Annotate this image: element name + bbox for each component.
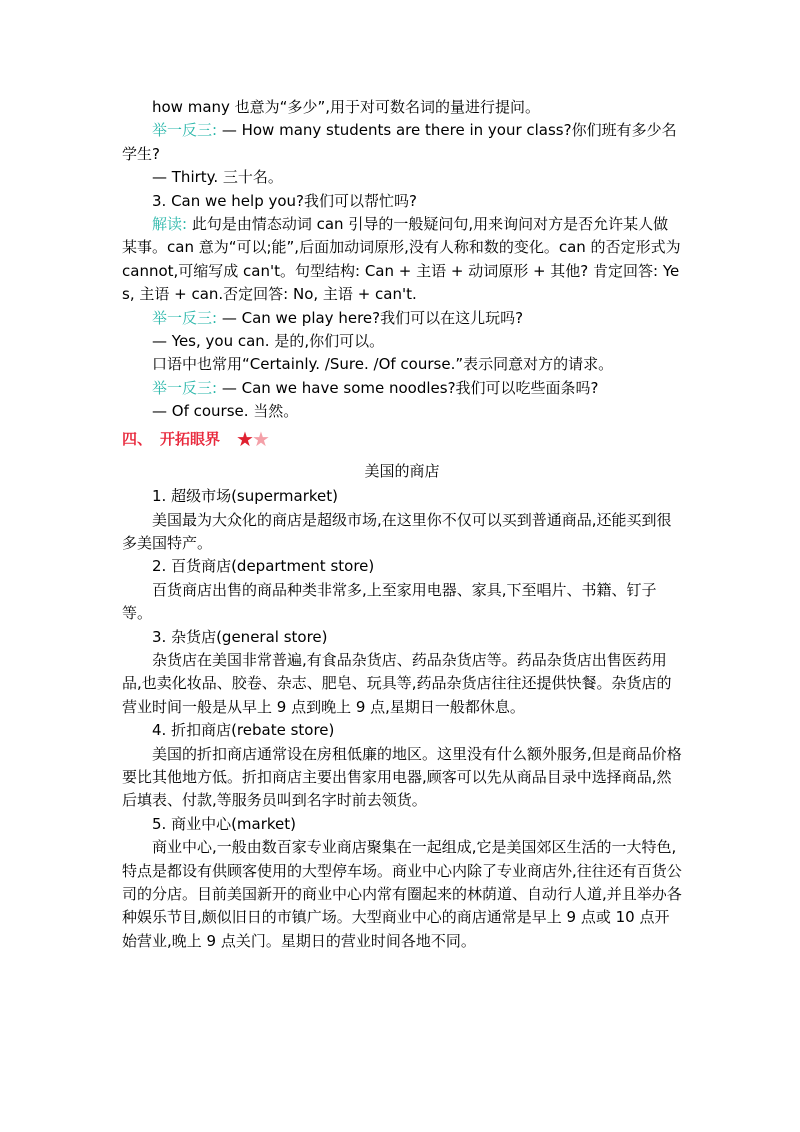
- article-item: [122, 555, 682, 625]
- explanation-label: 解读:: [152, 215, 188, 234]
- example-1: [122, 119, 682, 166]
- example-label: 举一反三:: [152, 121, 218, 140]
- item-heading: 3. 杂货店(general store): [152, 627, 328, 646]
- page-content: [122, 96, 682, 953]
- star-half-icon: ★: [251, 426, 270, 451]
- item-heading: 1. 超级市场(supermarket): [152, 487, 338, 506]
- article-item: [122, 813, 682, 953]
- example-label: 举一反三:: [152, 308, 218, 327]
- item-heading: 5. 商业中心(market): [152, 814, 297, 833]
- item-body: 百货商店出售的商品种类非常多,上至家用电器、家具,下至唱片、书籍、钉子等。: [122, 580, 657, 623]
- star-full-icon: ★: [236, 426, 254, 451]
- example-2-answer: — Yes, you can. 是的,你们可以。: [152, 332, 385, 351]
- item-body: 杂货店在美国非常普遍,有食品杂货店、药品杂货店等。药品杂货店出售医药用品,也卖化妆品、胶卷、杂志、肥皂、玩具等,药品杂货店往往还提供快餐。杂货店的营业时间一般是从早上 9 点到晚上 9 点,星期日一般都休息。: [122, 650, 672, 716]
- example-2: [122, 307, 682, 330]
- oral-note: 口语中也常用“Certainly. /Sure. /Of course.”表示同意对方的请求。: [152, 355, 614, 374]
- item-body: 商业中心,一般由数百家专业商店聚集在一起组成,它是美国郊区生活的一大特色,特点是都设有供顾客使用的大型停车场。商业中心内除了专业商店外,往往还有百货公司的分店。目前美国新开的商业中心内常有圈起来的林荫道、自动行人道,并且举办各种娱乐节目,颇似旧日的市镇广场。大型商业中心的商店通常是早上 9 点或 10 点开始营业,晚上 9 点关门。星期日的营业时间各地不同。: [122, 838, 682, 950]
- explanation-text: 此句是由情态动词 can 引导的一般疑问句,用来询问对方是否允许某人做某事。can 意为“可以;能”,后面加动词原形,没有人称和数的变化。can 的否定形式为 cannot,可缩写成 can't。句型结构: Can + 主语 + 动词原形 + 其他? 肯定回答: Yes, 主语 + can.否定回答: No, 主语 + can't.: [122, 215, 681, 304]
- section-number: 四、: [122, 429, 153, 448]
- item-body: 美国最为大众化的商店是超级市场,在这里你不仅可以买到普通商品,还能买到很多美国特产。: [122, 510, 672, 552]
- article-item: [122, 719, 682, 813]
- article-item: [122, 626, 682, 720]
- example-3: [122, 377, 682, 400]
- example-text: — Can we play here?我们可以在这儿玩吗?: [217, 308, 524, 327]
- example-label: 举一反三:: [152, 378, 218, 397]
- article-item: [122, 485, 682, 555]
- point-3: 3. Can we help you?我们可以帮忙吗?: [152, 191, 417, 210]
- article-title: 美国的商店: [364, 461, 440, 480]
- section-heading: [122, 424, 682, 454]
- item-heading: 2. 百货商店(department store): [152, 557, 375, 576]
- item-heading: 4. 折扣商店(rebate store): [152, 721, 335, 740]
- example-3-answer: — Of course. 当然。: [152, 402, 299, 421]
- explanation: [122, 213, 682, 307]
- item-body: 美国的折扣商店通常设在房租低廉的地区。这里没有什么额外服务,但是商品价格要比其他地方低。折扣商店主要出售家用电器,顾客可以先从商品目录中选择商品,然后填表、付款,等服务员叫到名字时前去领货。: [122, 744, 682, 810]
- example-1-answer: — Thirty. 三十名。: [152, 168, 283, 187]
- example-text: — Can we have some noodles?我们可以吃些面条吗?: [217, 378, 599, 397]
- example-text: — How many students are there in your class?你们班有多少名学生?: [122, 121, 677, 163]
- how-many-note: how many 也意为“多少”,用于对可数名词的量进行提问。: [152, 98, 540, 116]
- section-title: 开拓眼界: [160, 429, 221, 448]
- rating-stars: [236, 426, 270, 451]
